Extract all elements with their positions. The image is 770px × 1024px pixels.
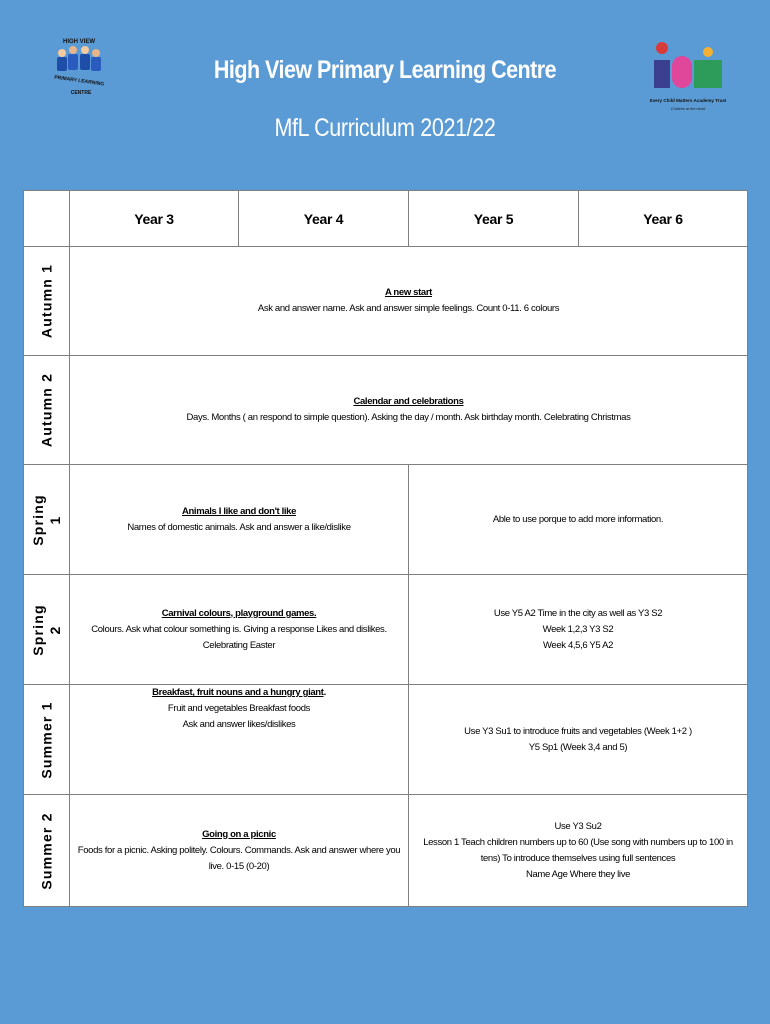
unit-description: Able to use porque to add more information.	[492, 513, 664, 525]
term-label: Summer 2	[38, 811, 54, 890]
table-row-autumn-1	[24, 247, 748, 356]
term-label: Autumn 2	[38, 372, 54, 448]
term-label: Spring 2	[29, 603, 63, 656]
lesson-cell-year-5-6	[409, 795, 748, 907]
table-header-row	[24, 191, 748, 247]
unit-description: Colours. Ask what colour something is. Giving a response Likes and dislikes. Celebrating Easter	[91, 623, 387, 651]
lesson-cell-year-5-6	[409, 465, 748, 575]
unit-heading: Animals I like and don't like	[181, 505, 297, 517]
term-label-cell	[24, 356, 70, 465]
term-label: Autumn 1	[38, 263, 54, 339]
term-label-cell	[24, 795, 70, 907]
term-label: Spring 1	[29, 493, 63, 546]
lesson-cell-year-3-4	[70, 795, 409, 907]
unit-description: Names of domestic animals. Ask and answer a like/dislike	[127, 521, 351, 533]
unit-description: Fruit and vegetables Breakfast foods	[167, 703, 311, 714]
lesson-cell-year-3-4	[70, 575, 409, 685]
column-header-year-3: Year 3	[70, 191, 239, 247]
lesson-cell-year-3-4	[70, 465, 409, 575]
unit-heading-suffix: .	[323, 687, 326, 698]
unit-heading: A new start	[384, 287, 432, 298]
unit-description: Foods for a picnic. Asking politely. Colours. Commands. Ask and answer where you live. 0-15 (0-20)	[77, 844, 401, 872]
term-label-cell	[24, 575, 70, 685]
unit-description: Days. Months ( an respond to simple question). Asking the day / month. Ask birthday month. Celebrating Christmas	[186, 412, 631, 423]
unit-description: Name Age Where they live	[525, 868, 631, 880]
unit-heading: Going on a picnic	[202, 828, 276, 840]
unit-heading: Calendar and celebrations	[353, 396, 464, 407]
lesson-cell-year-5-6	[409, 685, 748, 795]
lesson-cell-year-5-6	[409, 575, 748, 685]
column-header-year-4: Year 4	[239, 191, 409, 247]
curriculum-table	[23, 190, 748, 907]
unit-description: Use Y3 Su1 to introduce fruits and vegetables (Week 1+2 )	[464, 725, 692, 737]
trust-tagline-text: Children at the heart	[670, 107, 706, 111]
table-row-spring-1	[24, 465, 748, 575]
unit-description: Week 4,5,6 Y5 A2	[542, 639, 614, 651]
unit-heading: Carnival colours, playground games.	[161, 607, 317, 619]
unit-description: Lesson 1 Teach children numbers up to 60 (Use song with numbers up to 100 in tens) To introduce themselves using full sentences	[423, 836, 733, 864]
page-subtitle: MfL Curriculum 2021/22	[274, 114, 496, 142]
trust-name-text: Every Child Matters Academy Trust	[650, 98, 726, 103]
lesson-cell	[70, 247, 748, 356]
unit-heading: Breakfast, fruit nouns and a hungry giant	[152, 687, 324, 698]
term-label: Summer 1	[38, 700, 54, 779]
unit-description: Ask and answer likes/dislikes	[182, 719, 296, 730]
unit-description: Ask and answer name. Ask and answer simple feelings. Count 0-11. 6 colours	[257, 303, 560, 314]
column-header-year-6: Year 6	[579, 191, 748, 247]
table-row-summer-2	[24, 795, 748, 907]
school-logo-text-1: HIGH VIEW	[62, 39, 96, 45]
table-row-summer-1	[24, 685, 748, 795]
corner-cell	[24, 191, 70, 247]
term-label-cell	[24, 465, 70, 575]
term-label-cell	[24, 685, 70, 795]
unit-description: Week 1,2,3 Y3 S2	[542, 623, 614, 635]
lesson-cell-year-3-4	[70, 685, 409, 795]
term-label-cell	[24, 247, 70, 356]
school-logo-text-3: CENTRE	[70, 90, 92, 96]
column-header-year-5: Year 5	[409, 191, 579, 247]
lesson-cell	[70, 356, 748, 465]
unit-description: Use Y3 Su2	[554, 820, 602, 832]
table-row-autumn-2	[24, 356, 748, 465]
table-row-spring-2	[24, 575, 748, 685]
unit-description: Y5 Sp1 (Week 3,4 and 5)	[528, 741, 628, 753]
unit-description: Use Y5 A2 Time in the city as well as Y3 S2	[493, 607, 663, 619]
school-logo-text-2: PRIMARY LEARNING	[53, 74, 105, 88]
page-title: High View Primary Learning Centre	[213, 56, 557, 84]
